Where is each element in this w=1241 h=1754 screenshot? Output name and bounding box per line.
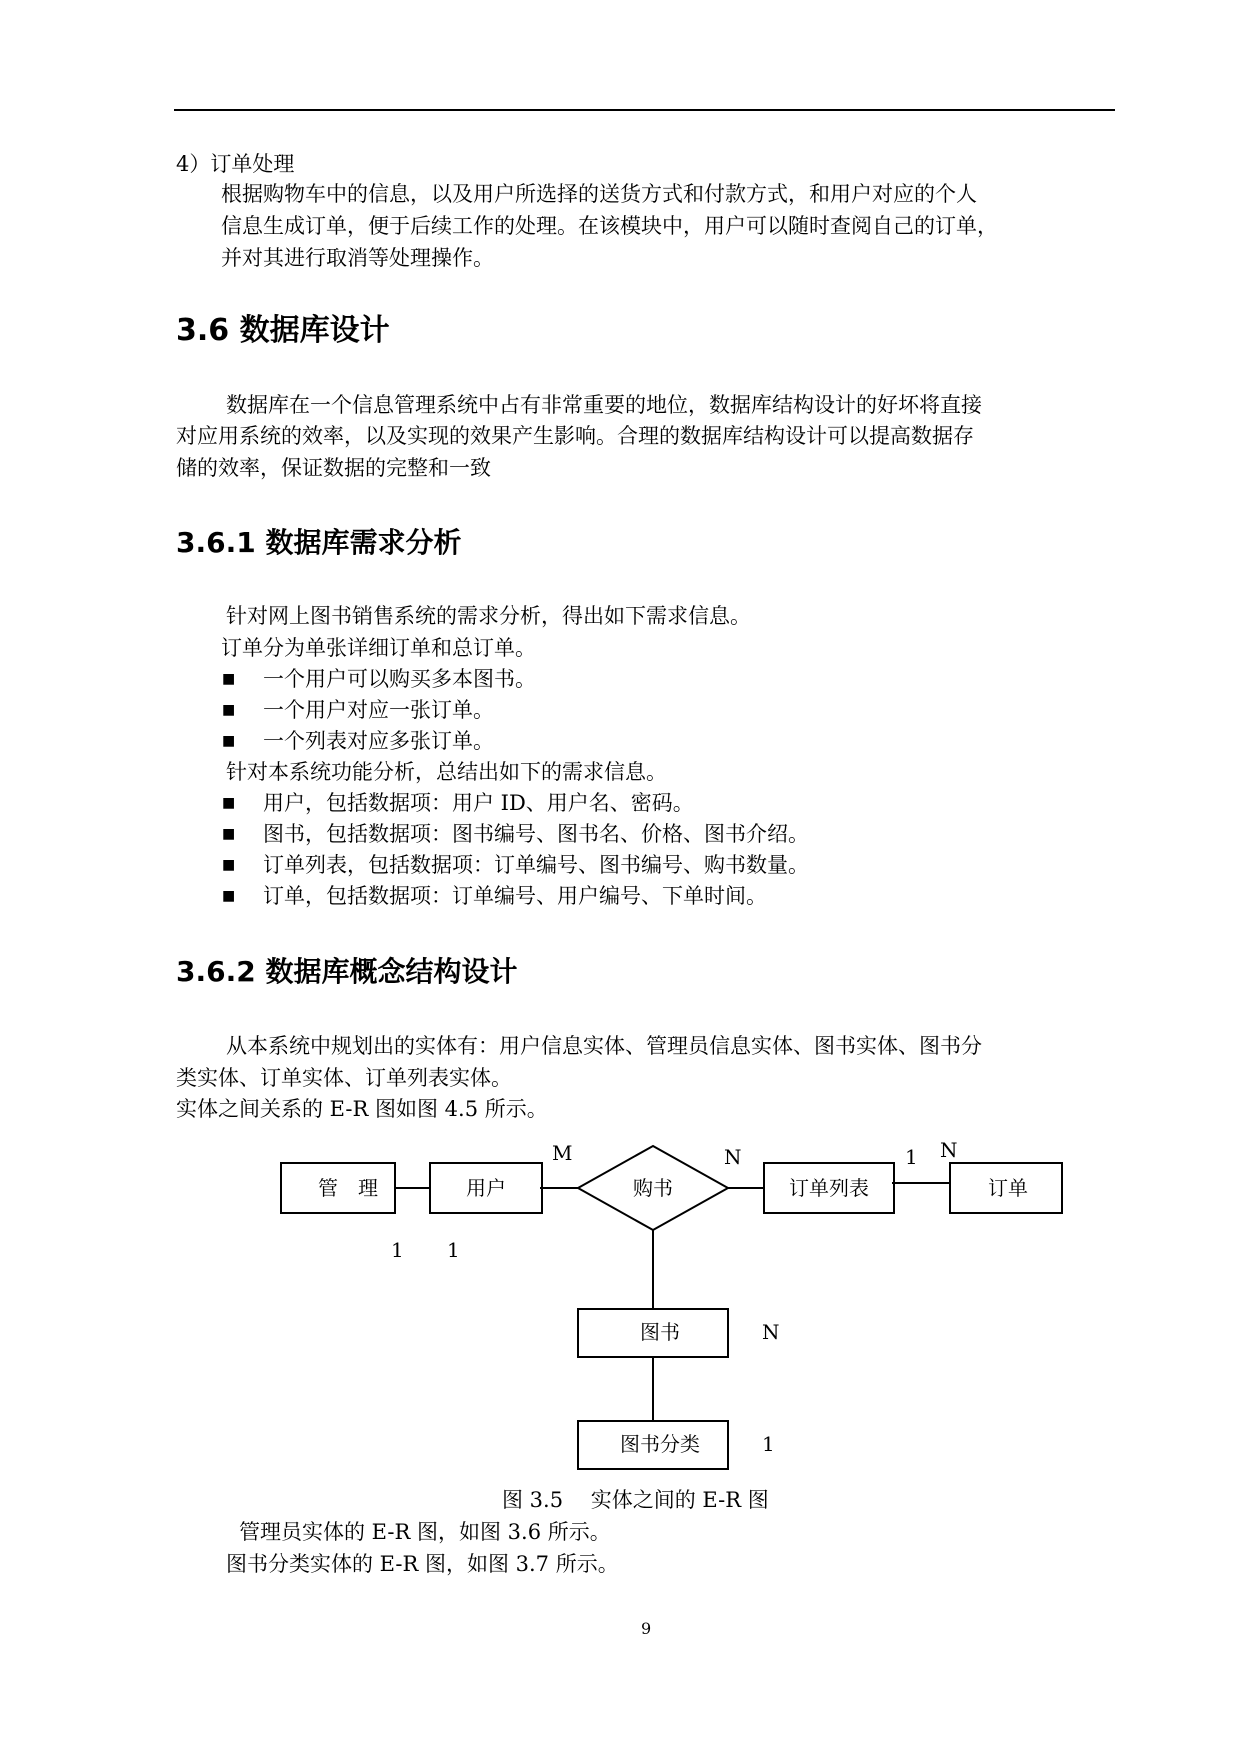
list-item: 图书，包括数据项：图书编号、图书名、价格、图书介绍。 [263,822,809,846]
bullet-marker: ■ [222,733,236,749]
entity-user: 用户 [466,1176,506,1200]
cardinality-m: M [552,1141,573,1165]
entity-order: 订单 [988,1176,1028,1200]
cardinality-n-book: N [762,1320,780,1344]
section-3-6-2-line-2: 类实体、订单实体、订单列表实体。 [176,1066,512,1090]
relationship-purchase: 购书 [633,1176,673,1200]
order-section-line-1: 根据购物车中的信息，以及用户所选择的送货方式和付款方式，和用户对应的个人 [221,182,977,206]
bullet-marker: ■ [222,671,236,687]
section-3-6-line-2: 对应用系统的效率，以及实现的效果产生影响。合理的数据库结构设计可以提高数据存 [176,424,974,448]
requirements-intro: 针对网上图书销售系统的需求分析，得出如下需求信息。 [226,604,751,628]
list-item: 一个列表对应多张订单。 [263,729,494,753]
bullet-marker: ■ [222,826,236,842]
bullet-marker: ■ [222,795,236,811]
bullet-marker: ■ [222,857,236,873]
cardinality-1-category: 1 [762,1432,775,1456]
section-3-6-line-3: 储的效率，保证数据的完整和一致 [176,456,491,480]
er-intro: 实体之间关系的 E-R 图如图 4.5 所示。 [176,1097,548,1121]
entity-order-list: 订单列表 [789,1176,869,1200]
cardinality-n-orderlist: N [724,1145,742,1169]
list-item: 订单列表，包括数据项：订单编号、图书编号、购书数量。 [263,853,809,877]
bullet-marker: ■ [222,888,236,904]
order-section-line-2: 信息生成订单，便于后续工作的处理。在该模块中，用户可以随时查阅自己的订单， [221,214,998,238]
after-line-2: 图书分类实体的 E-R 图，如图 3.7 所示。 [226,1552,619,1576]
list-item: 一个用户可以购买多本图书。 [263,667,536,691]
cardinality-1-orderlist: 1 [905,1145,918,1169]
order-section-title: 4）订单处理 [176,152,295,176]
entity-book: 图书 [640,1320,680,1344]
after-line-1: 管理员实体的 E-R 图，如图 3.6 所示。 [239,1520,611,1544]
section-3-6-line-1: 数据库在一个信息管理系统中占有非常重要的地位，数据库结构设计的好坏将直接 [226,393,982,417]
entity-admin: 管 理 [318,1176,378,1200]
entity-book-category: 图书分类 [620,1432,700,1456]
section-3-6-2-line-1: 从本系统中规划出的实体有：用户信息实体、管理员信息实体、图书实体、图书分 [226,1034,982,1058]
section-heading-3-6-2: 3.6.2 数据库概念结构设计 [176,955,518,988]
cardinality-n-order: N [940,1138,958,1162]
section-heading-3-6: 3.6 数据库设计 [176,313,390,348]
figure-caption: 图 3.5 实体之间的 E-R 图 [502,1488,769,1512]
section-heading-3-6-1: 3.6.1 数据库需求分析 [176,526,462,559]
page-number: 9 [641,1619,652,1638]
requirements-intro-3: 针对本系统功能分析，总结出如下的需求信息。 [226,760,667,784]
list-item: 用户，包括数据项：用户 ID、用户名、密码。 [263,791,694,815]
list-item: 一个用户对应一张订单。 [263,698,494,722]
list-item: 订单，包括数据项：订单编号、用户编号、下单时间。 [263,884,767,908]
cardinality-1-user: 1 [447,1238,460,1262]
requirements-intro-2: 订单分为单张详细订单和总订单。 [221,636,536,660]
cardinality-1-admin: 1 [391,1238,404,1262]
order-section-line-3: 并对其进行取消等处理操作。 [221,246,494,270]
bullet-marker: ■ [222,702,236,718]
